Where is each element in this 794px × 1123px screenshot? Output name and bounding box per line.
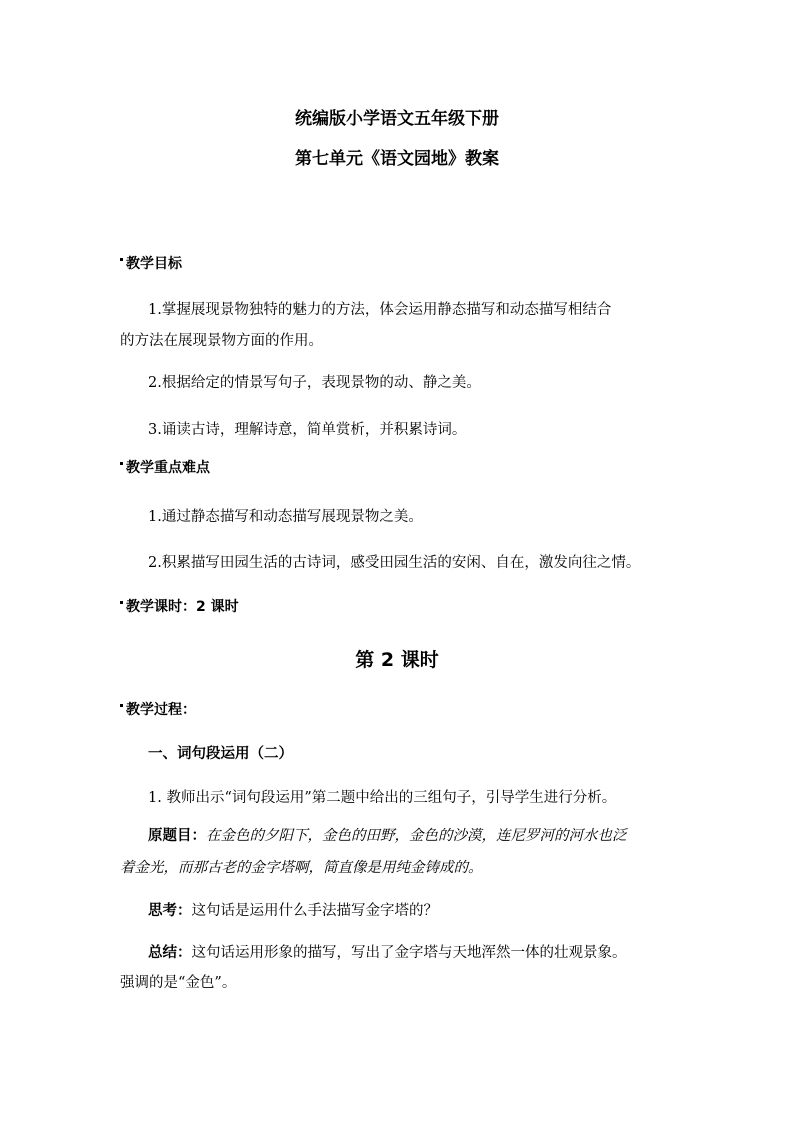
process-part-1-title: 一、词句段运用（二） [148, 746, 293, 762]
bullet-icon [120, 258, 123, 261]
summary-text: 这句话运用形象的描写，写出了金字塔与天地浑然一体的壮观景象。 [191, 945, 627, 961]
original-text: 在金色的夕阳下，金色的田野，金色的沙漠，连尼罗河的河水也泛 [206, 828, 627, 844]
summary-line2: 强调的是“金色”。 [120, 975, 237, 991]
objective-item-1-line1: 1.掌握展现景物独特的魅力的方法，体会运用静态描写和动态描写相结合 [148, 302, 612, 318]
section-heading-text: 教学过程： [126, 702, 196, 718]
bullet-icon [120, 601, 123, 604]
original-label: 原题目： [148, 828, 206, 844]
section-heading-process [120, 700, 196, 720]
document-title-line2: 第七单元《语文园地》教案 [295, 149, 499, 169]
section-heading-key-points [120, 458, 210, 478]
think-text: 这句话是运用什么手法描写金字塔的？ [191, 903, 438, 919]
objective-item-1-line2: 的方法在展现景物方面的作用。 [120, 333, 323, 349]
section-heading-text: 教学重点难点 [126, 460, 210, 476]
objective-item-3: 3.诵读古诗，理解诗意，简单赏析，并积累诗词。 [148, 422, 467, 438]
summary-label: 总结： [148, 945, 192, 961]
original-sentence-line1 [148, 826, 627, 846]
key-point-item-1: 1.通过静态描写和动态描写展现景物之美。 [148, 509, 423, 525]
lesson-title: 第 2 课时 [355, 649, 439, 671]
summary-line1 [148, 943, 627, 963]
bullet-icon [120, 704, 123, 707]
section-heading-text: 教学目标 [126, 256, 182, 272]
section-heading-hours [120, 597, 239, 617]
original-sentence-line2: 着金光，而那古老的金字塔啊，简直像是用纯金铸成的。 [120, 860, 483, 876]
document-title-line1: 统编版小学语文五年级下册 [295, 109, 499, 129]
key-point-item-2: 2.积累描写田园生活的古诗词，感受田园生活的安闲、自在，激发向往之情。 [148, 555, 641, 571]
section-heading-objectives [120, 254, 182, 274]
think-question [148, 901, 438, 921]
objective-item-2: 2.根据给定的情景写句子，表现景物的动、静之美。 [148, 375, 481, 391]
bullet-icon [120, 462, 123, 465]
process-step-1: 1. 教师出示“词句段运用”第二题中给出的三组句子，引导学生进行分析。 [148, 790, 617, 806]
section-heading-text: 教学课时：2 课时 [126, 599, 239, 615]
think-label: 思考： [148, 903, 192, 919]
